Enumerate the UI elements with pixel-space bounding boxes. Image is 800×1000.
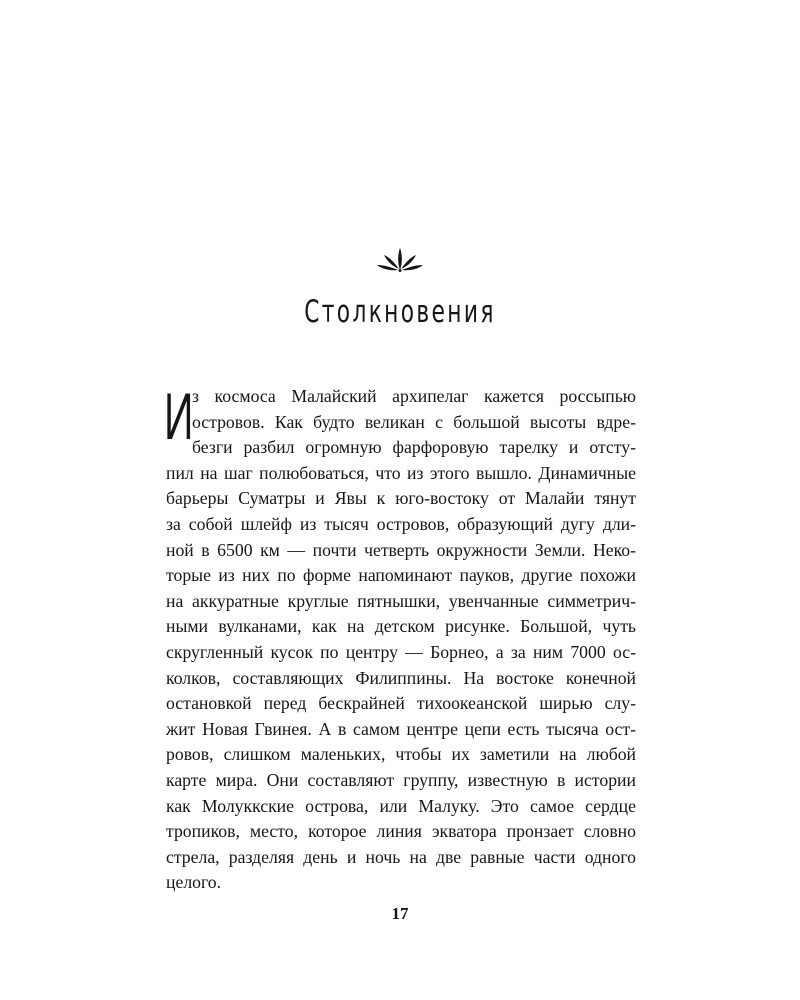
- text-line: на аккуратные круглые пятнышки, увенчанные симметрич-: [166, 590, 636, 611]
- text-line: з космоса Малайский архипелаг кажется россыпью: [192, 386, 636, 406]
- text-line: стрела, разделяя день и ночь на две равные части одного: [166, 846, 636, 867]
- body-text: [164, 379, 636, 896]
- text-line: барьеры Суматры и Явы к юго-востоку от Малайи тянут: [166, 488, 636, 509]
- floral-ornament-icon: [375, 246, 425, 272]
- chapter-title: Столкновения: [304, 294, 496, 330]
- text-line: островов. Как будто великан с большой высоты вдре-: [192, 411, 636, 432]
- text-line: карте мира. Они составляют группу, известную в истории: [166, 769, 636, 790]
- text-line: за собой шлейф из тысяч островов, образующий дугу дли-: [166, 513, 636, 534]
- text-line: тропиков, место, которое линия экватора пронзает словно: [166, 821, 636, 842]
- text-line: остановкой перед бескрайней тихоокеанской ширью слу-: [166, 693, 636, 714]
- text-line: колков, составляющих Филиппины. На востоке конечной: [166, 667, 636, 688]
- text-line: целого.: [166, 872, 222, 893]
- text-line: скругленный кусок по центру — Борнео, а за ним 7000 ос-: [166, 641, 636, 662]
- text-line: ными вулканами, как на детском рисунке. Большой, чуть: [166, 616, 636, 637]
- text-line: пил на шаг полюбоваться, что из этого вышло. Динамичные: [166, 462, 636, 483]
- text-line: торые из них по форме напоминают пауков, другие похожи: [166, 565, 636, 586]
- text-line: ровов, слишком маленьких, чтобы их заметили на любой: [166, 744, 636, 765]
- text-line: как Молуккские острова, или Малуку. Это самое сердце: [166, 795, 636, 816]
- text-line: жит Новая Гвинея. А в самом центре цепи есть тысяча ост-: [166, 718, 636, 739]
- text-line: безги разбил огромную фарфоровую тарелку и отсту-: [192, 437, 636, 458]
- drop-cap: И: [164, 379, 194, 453]
- text-line: ной в 6500 км — почти четверть окружности Земли. Неко-: [166, 539, 636, 560]
- page-number: 17: [391, 904, 409, 923]
